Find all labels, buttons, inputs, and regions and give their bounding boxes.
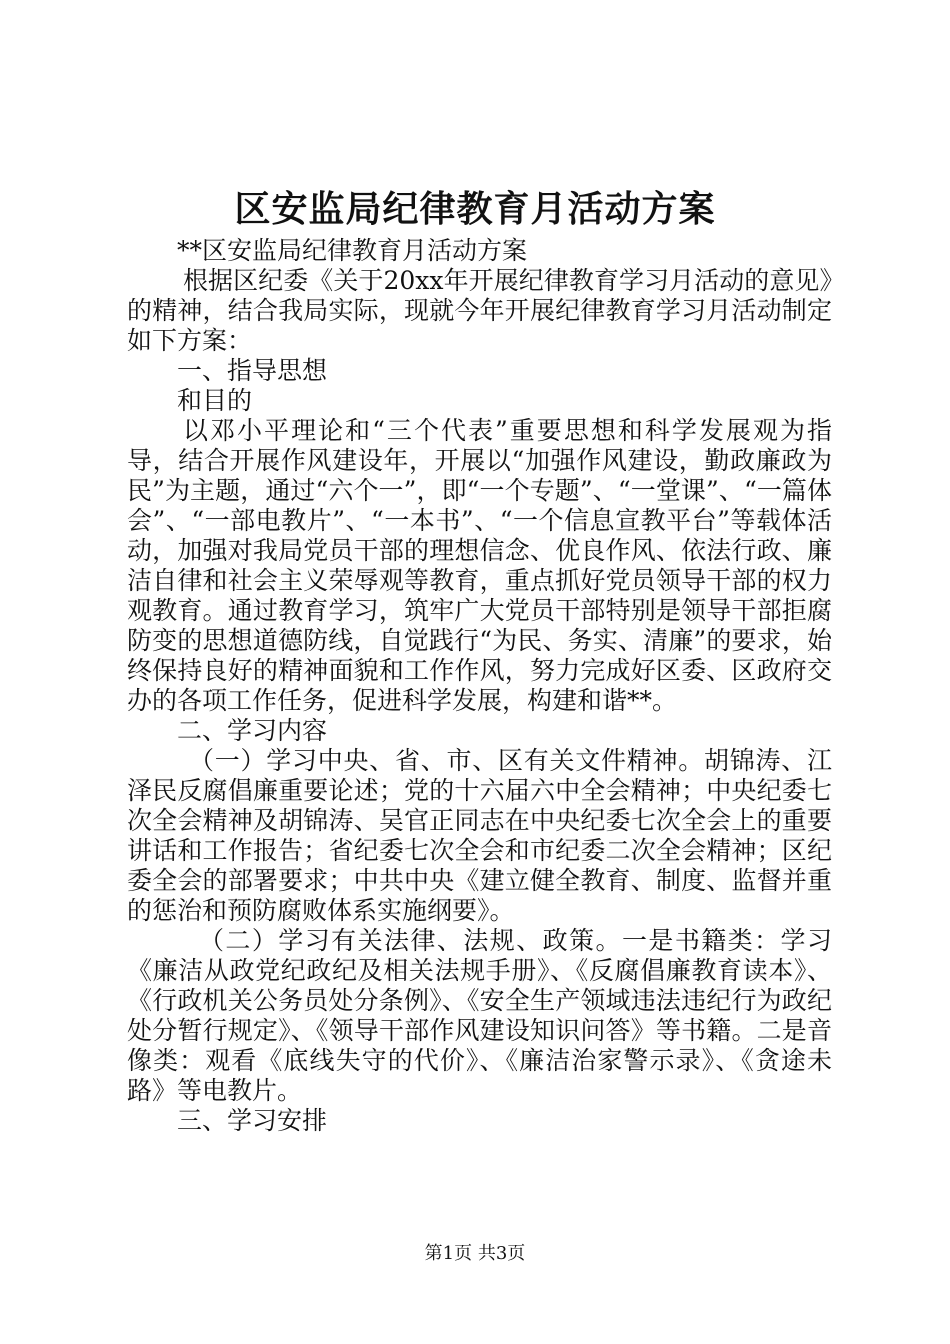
paragraph-study-content-1: （一）学习中央、省、市、区有关文件精神。胡锦涛、江泽民反腐倡廉重要论述；党的十六届六中全会精神；中央纪委七次全会精神及胡锦涛、吴官正同志在中央纪委七次全会上的重要讲话和工作报告；省纪委七次全会和市纪委二次全会精神；区纪委全会的部署要求；中共中央《建立健全教育、制度、监督并重的惩治和预防腐败体系实施纲要》。 [127, 746, 832, 925]
section-heading-purpose: 和目的 [177, 386, 253, 415]
paragraph-study-content-2: （二）学习有关法律、法规、政策。一是书籍类：学习《廉洁从政党纪政纪及相关法规手册》、《反腐倡廉教育读本》、《行政机关公务员处分条例》、《安全生产领域违法违纪行为政纪处分暂行规定》、《领导干部作风建设知识问答》等书籍。二是音像类：观看《底线失守的代价》、《廉洁治家警示录》、《贪途未路》等电教片。 [127, 926, 832, 1105]
paragraph-intro: 根据区纪委《关于20xx年开展纪律教育学习月活动的意见》的精神，结合我局实际，现就今年开展纪律教育学习月活动制定如下方案： [127, 266, 832, 355]
section-heading-study-content: 二、学习内容 [177, 716, 328, 745]
document-title: 区安监局纪律教育月活动方案 [234, 188, 716, 230]
document-body [127, 236, 832, 1136]
page-number: 第1页 共3页 [424, 1243, 526, 1264]
paragraph-guiding-ideology: 以邓小平理论和“三个代表”重要思想和科学发展观为指导，结合开展作风建设年，开展以“加强作风建设，勤政廉政为民”为主题，通过“六个一”，即“一个专题”、“一堂课”、“一篇体会”、“一部电教片”、“一本书”、“一个信息宣教平台”等载体活动，加强对我局党员干部的理想信念、优良作风、依法行政、廉洁自律和社会主义荣辱观等教育，重点抓好党员领导干部的权力观教育。通过教育学习，筑牢广大党员干部特别是领导干部拒腐防变的思想道德防线，自觉践行“为民、务实、清廉”的要求，始终保持良好的精神面貌和工作作风，努力完成好区委、区政府交办的各项工作任务，促进科学发展，构建和谐**。 [127, 416, 832, 715]
section-heading-guiding-ideology: 一、指导思想 [177, 356, 328, 385]
paragraph-subtitle: **区安监局纪律教育月活动方案 [177, 236, 528, 265]
section-heading-study-arrangement: 三、学习安排 [177, 1106, 328, 1135]
